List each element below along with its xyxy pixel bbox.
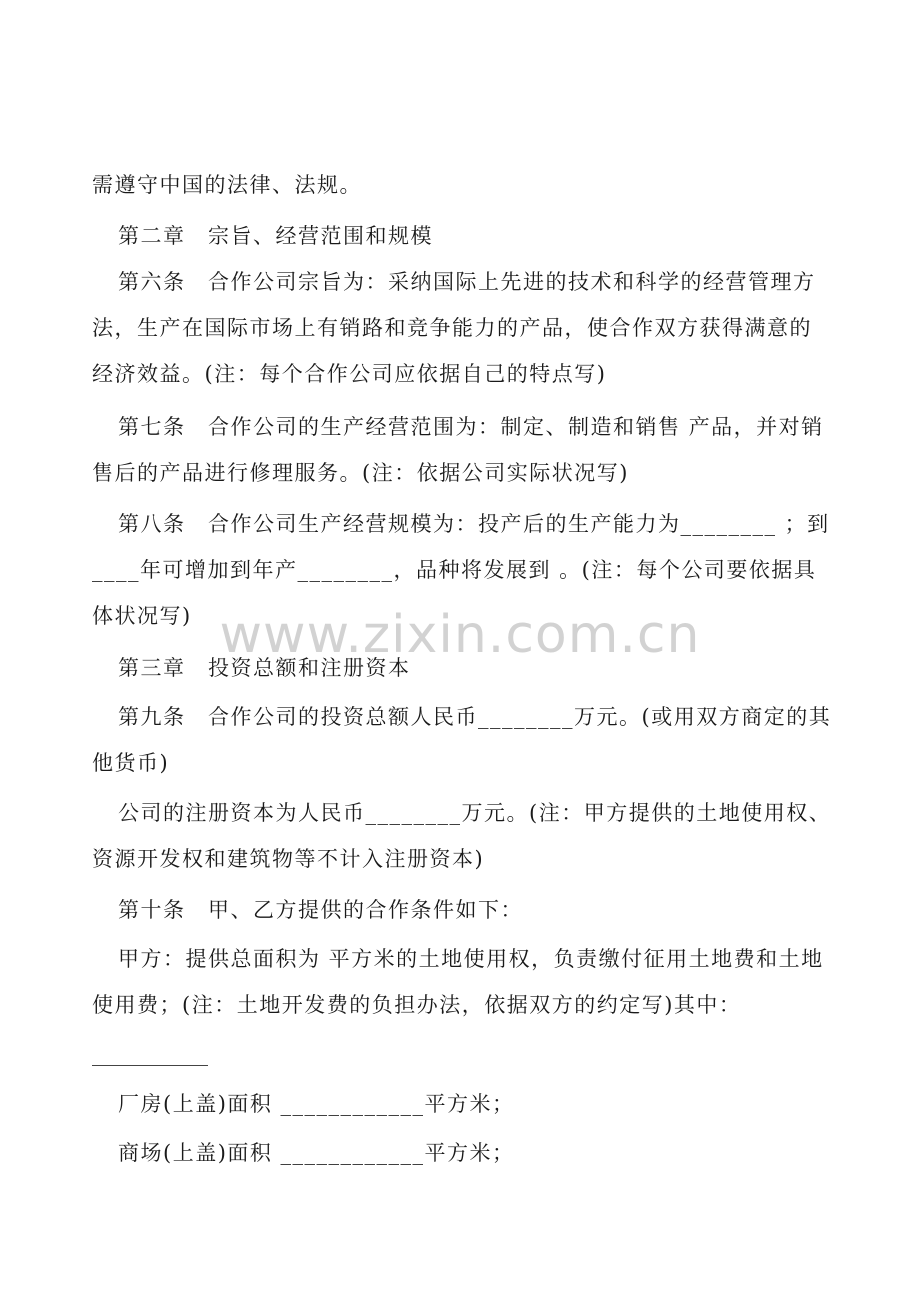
factory-area-line: 厂房(上盖)面积 ____________平方米； — [118, 1092, 515, 1116]
paragraph-law-compliance: 需遵守中国的法律、法规。 — [92, 173, 362, 197]
article-7-paragraph: 第七条 合作公司的生产经营范围为：制定、制造和销售 产品，并对销售后的产品进行修理服务。(注：依据公司实际状况写) — [92, 415, 824, 485]
footnote-rule — [92, 1065, 208, 1066]
chapter-2-heading: 第二章 宗旨、经营范围和规模 — [118, 224, 433, 248]
registered-capital-paragraph: 公司的注册资本为人民币________万元。(注：甲方提供的土地使用权、资源开发权和建筑物等不计入注册资本) — [92, 801, 832, 871]
article-6-paragraph: 第六条 合作公司宗旨为：采纳国际上先进的技术和科学的经营管理方法，生产在国际市场上有销路和竞争能力的产品，使合作双方获得满意的经济效益。(注：每个合作公司应依据自己的特点写) — [92, 270, 816, 386]
party-a-paragraph: 甲方：提供总面积为 平方米的土地使用权，负责缴付征用土地费和土地使用费；(注：土地开发费的负担办法，依据双方的约定写)其中： — [92, 947, 824, 1017]
article-8-paragraph: 第八条 合作公司生产经营规模为：投产后的生产能力为________ ；到____年可增加到年产________，品种将发展到 。(注：每个公司要依据具体状况写) — [92, 512, 830, 628]
mall-area-line: 商场(上盖)面积 ____________平方米； — [118, 1141, 515, 1165]
article-9-paragraph: 第九条 合作公司的投资总额人民币________万元。(或用双方商定的其他货币) — [92, 705, 832, 775]
watermark: www.zixin.com.cn — [219, 605, 701, 665]
chapter-3-heading: 第三章 投资总额和注册资本 — [118, 656, 411, 680]
article-10-paragraph: 第十条 甲、乙方提供的合作条件如下： — [118, 898, 523, 922]
